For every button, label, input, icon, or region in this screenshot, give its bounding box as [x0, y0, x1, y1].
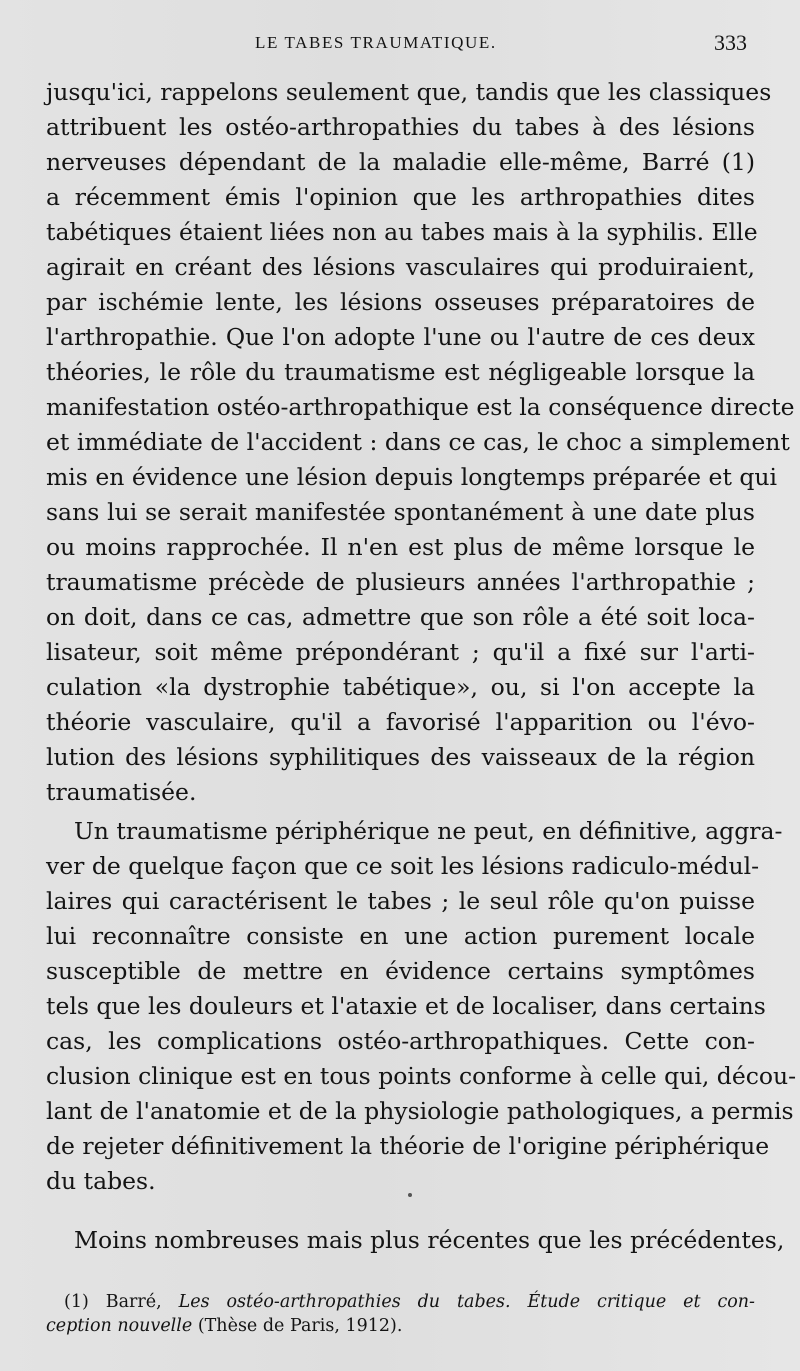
text-line: ou moins rapprochée. Il n'en est plus de même lorsque le [46, 533, 755, 561]
paragraph-start-line: Moins nombreuses mais plus récentes que les précédentes, [74, 1226, 785, 1254]
paragraph-end-line: du tabes. [46, 1167, 156, 1195]
text-line: lisateur, soit même prépondérant ; qu'il a fixé sur l'arti- [46, 638, 755, 666]
text-line: tabétiques étaient liées non au tabes mais à la syphilis. Elle [46, 218, 758, 246]
footnote-marker: (1) [64, 1292, 89, 1312]
text-line: et immédiate de l'accident : dans ce cas, le choc a simplement [46, 428, 790, 456]
footnote-line [46, 1314, 755, 1338]
text-line: agirait en créant des lésions vasculaires qui produiraient, [46, 253, 755, 281]
text-line: lution des lésions syphilitiques des vaisseaux de la région [46, 743, 755, 771]
text-line: par ischémie lente, les lésions osseuses préparatoires de [46, 288, 755, 316]
text-line: manifestation ostéo-arthropathique est la conséquence directe [46, 393, 795, 421]
paragraph-start-line: Un traumatisme périphérique ne peut, en définitive, aggra- [74, 817, 783, 845]
text-line: a récemment émis l'opinion que les arthropathies dites [46, 183, 755, 211]
text-line: traumatisme précède de plusieurs années l'arthropathie ; [46, 568, 755, 596]
footnote-author: Barré, [105, 1292, 162, 1312]
text-line: mis en évidence une lésion depuis longtemps préparée et qui [46, 463, 778, 491]
footnote-title: Les ostéo-arthropathies du tabes. Étude critique et con- [178, 1292, 755, 1312]
text-line: sans lui se serait manifestée spontanément à une date plus [46, 498, 755, 526]
text-line: attribuent les ostéo-arthropathies du tabes à des lésions [46, 113, 755, 141]
running-head [0, 30, 800, 61]
section-break-dot [408, 1193, 412, 1197]
page-number: 333 [714, 30, 747, 55]
footnote-publication: (Thèse de Paris, 1912). [197, 1316, 403, 1336]
text-line: laires qui caractérisent le tabes ; le seul rôle qu'on puisse [46, 887, 755, 915]
text-line: cas, les complications ostéo-arthropathiques. Cette con- [46, 1027, 755, 1055]
text-line: on doit, dans ce cas, admettre que son rôle a été soit loca- [46, 603, 755, 631]
text-line: susceptible de mettre en évidence certains symptômes [46, 957, 755, 985]
footnote-line [64, 1290, 755, 1314]
paragraph-end-line: traumatisée. [46, 778, 197, 806]
text-line: culation «la dystrophie tabétique», ou, si l'on accepte la [46, 673, 755, 701]
text-line: théorie vasculaire, qu'il a favorisé l'apparition ou l'évo- [46, 708, 755, 736]
text-line: théories, le rôle du traumatisme est négligeable lorsque la [46, 358, 755, 386]
text-line: ver de quelque façon que ce soit les lésions radiculo-médul- [46, 852, 760, 880]
text-line: de rejeter définitivement la théorie de l'origine périphérique [46, 1132, 770, 1160]
text-line: lui reconnaître consiste en une action purement locale [46, 922, 755, 950]
text-line: lant de l'anatomie et de la physiologie pathologiques, a permis [46, 1097, 794, 1125]
text-line: tels que les douleurs et l'ataxie et de localiser, dans certains [46, 992, 766, 1020]
footnote-title-continued: ception nouvelle [46, 1316, 193, 1336]
text-line: jusqu'ici, rappelons seulement que, tandis que les classiques [46, 78, 772, 106]
text-line: l'arthropathie. Que l'on adopte l'une ou l'autre de ces deux [46, 323, 755, 351]
running-title: LE TABES TRAUMATIQUE. [255, 33, 497, 52]
text-line: clusion clinique est en tous points conforme à celle qui, décou- [46, 1062, 797, 1090]
text-line: nerveuses dépendant de la maladie elle-même, Barré (1) [46, 148, 755, 176]
